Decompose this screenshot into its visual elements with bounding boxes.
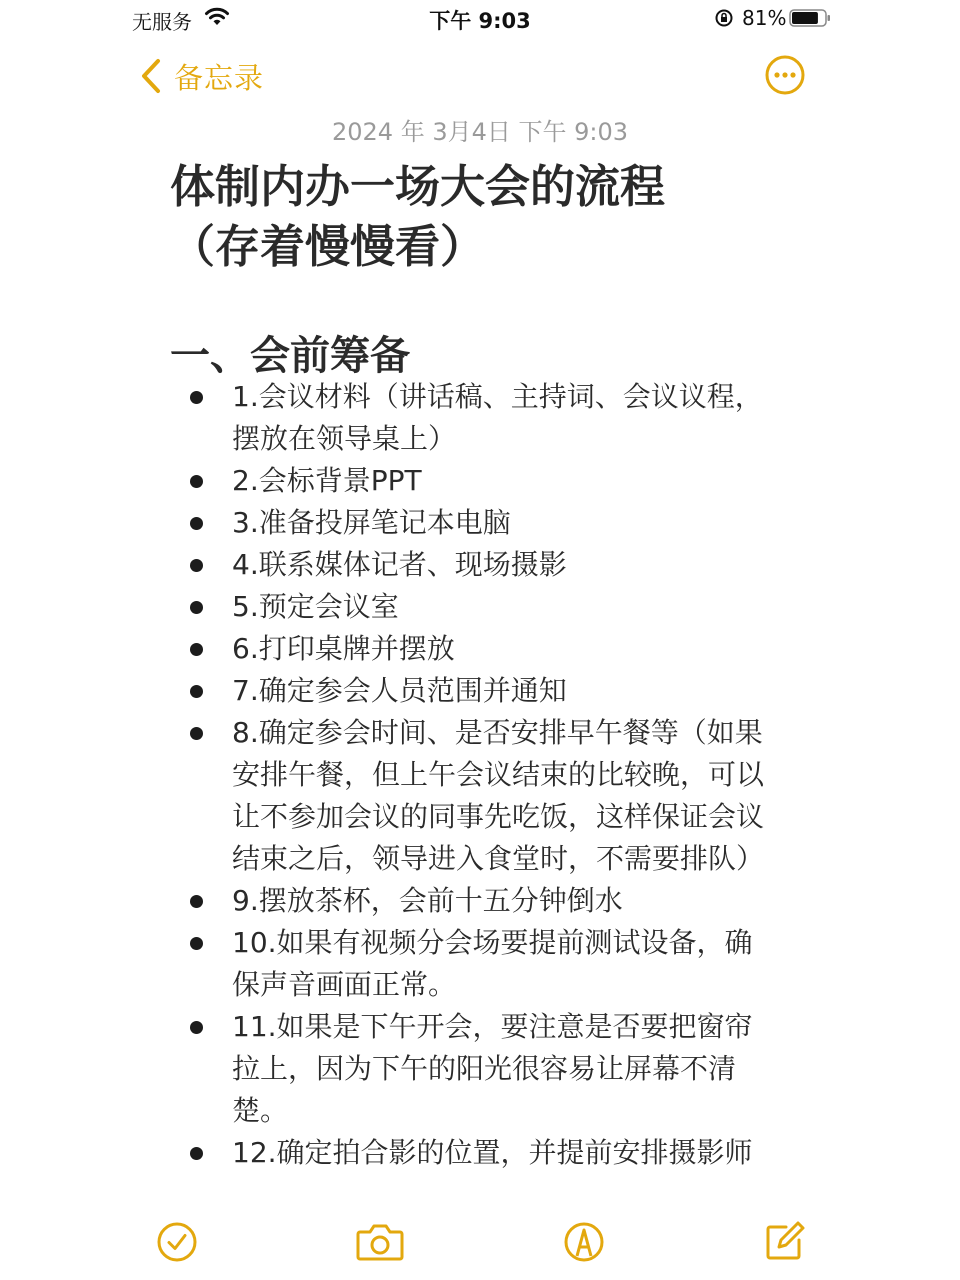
section-heading: 一、会前筹备 xyxy=(170,333,410,379)
list-item[interactable] xyxy=(0,544,780,586)
nav-bar xyxy=(0,48,960,104)
list-item-text: 12.确定拍合影的位置，并提前安排摄影师 xyxy=(232,1136,753,1169)
list-item[interactable] xyxy=(0,880,780,922)
orientation-lock-icon xyxy=(714,8,734,28)
list-item-text: 8.确定参会时间、是否安排早午餐等（如果安排午餐，但上午会议结束的比较晚，可以让不参加会议的同事先吃饭，这样保证会议结束之后，领导进入食堂时，不需要排队） xyxy=(232,716,765,875)
note-date: 2024 年 3月4日 下午 9:03 xyxy=(331,118,629,146)
bullet-list xyxy=(0,376,960,1174)
list-item-text: 5.预定会议室 xyxy=(232,590,399,623)
ellipsis-circle-icon[interactable] xyxy=(764,54,806,96)
bullet-dot xyxy=(190,1021,203,1034)
list-item[interactable] xyxy=(0,460,780,502)
status-bar xyxy=(0,0,960,36)
list-item[interactable] xyxy=(0,670,780,712)
back-label: 备忘录 xyxy=(174,60,265,95)
list-item[interactable] xyxy=(0,712,780,880)
bullet-dot xyxy=(190,391,203,404)
chevron-left-icon xyxy=(140,58,162,94)
list-item-text: 1.会议材料（讲话稿、主持词、会议议程，摆放在领导桌上） xyxy=(232,380,763,455)
bullet-dot xyxy=(190,559,203,572)
note-body[interactable] xyxy=(0,376,960,1194)
bullet-dot xyxy=(190,937,203,950)
camera-icon[interactable] xyxy=(355,1220,405,1264)
battery-icon xyxy=(789,9,831,27)
list-item-text: 10.如果有视频分会场要提前测试设备，确保声音画面正常。 xyxy=(232,926,753,1001)
list-item-text: 6.打印桌牌并摆放 xyxy=(232,632,455,665)
carrier-label: 无服务 xyxy=(132,10,192,34)
bullet-dot xyxy=(190,685,203,698)
bottom-toolbar xyxy=(0,1212,960,1280)
note-title-line-2: （存着慢慢看） xyxy=(170,220,486,273)
list-item-text: 7.确定参会人员范围并通知 xyxy=(232,674,567,707)
list-item[interactable] xyxy=(0,586,780,628)
bullet-dot xyxy=(190,727,203,740)
list-item[interactable] xyxy=(0,1006,780,1132)
list-item-text: 11.如果是下午开会，要注意是否要把窗帘拉上，因为下午的阳光很容易让屏幕不清楚。 xyxy=(232,1010,753,1127)
list-item[interactable] xyxy=(0,376,780,460)
list-item[interactable] xyxy=(0,1132,780,1174)
bullet-dot xyxy=(190,475,203,488)
list-item-text: 3.准备投屏笔记本电脑 xyxy=(232,506,511,539)
bullet-dot xyxy=(190,517,203,530)
list-item[interactable] xyxy=(0,628,780,670)
bullet-dot xyxy=(190,895,203,908)
list-item[interactable] xyxy=(0,502,780,544)
back-button[interactable] xyxy=(140,54,264,98)
checklist-icon[interactable] xyxy=(155,1220,199,1264)
bullet-dot xyxy=(190,1147,203,1160)
list-item-text: 9.摆放茶杯，会前十五分钟倒水 xyxy=(232,884,623,917)
battery-percent: 81% xyxy=(742,6,787,30)
list-item-text: 4.联系媒体记者、现场摄影 xyxy=(232,548,567,581)
note-title[interactable] xyxy=(170,157,810,277)
list-item-text: 2.会标背景PPT xyxy=(232,464,422,497)
list-item[interactable] xyxy=(0,922,780,1006)
bullet-dot xyxy=(190,643,203,656)
bullet-dot xyxy=(190,601,203,614)
status-time: 下午 9:03 xyxy=(429,9,531,33)
markup-pen-icon[interactable] xyxy=(562,1220,606,1264)
note-title-line-1: 体制内办一场大会的流程 xyxy=(170,160,666,213)
compose-icon[interactable] xyxy=(762,1220,806,1264)
